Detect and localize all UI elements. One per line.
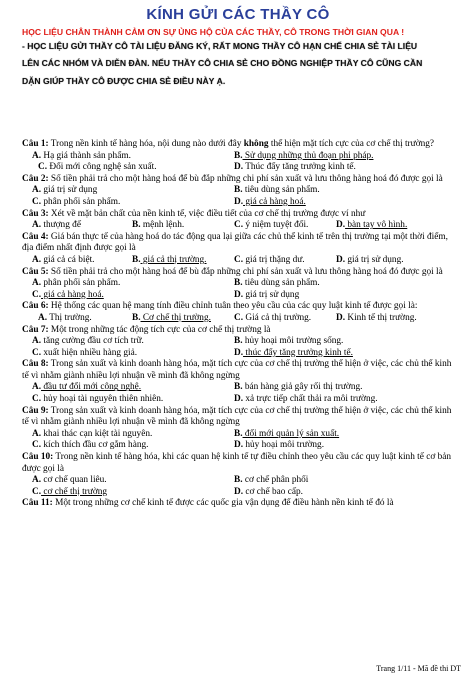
option-d[interactable]: D. hủy hoại môi trường. [234, 440, 325, 451]
option-a[interactable]: A. giá cả cá biệt. [32, 254, 95, 265]
option-d[interactable]: D. giá cả hàng hoá. [234, 196, 306, 207]
page-footer: Trang 1/11 - Mã đề thi DT [376, 664, 461, 673]
question-text-end: thể hiện mặt tích cực của cơ chế thị trường? [268, 139, 435, 149]
option-d[interactable]: D. thúc đẩy tăng trưởng kinh tế. [234, 347, 353, 358]
option-d[interactable]: D. cơ chế bao cấp. [234, 486, 303, 497]
question-number: Câu 5: [22, 266, 49, 277]
option-a[interactable]: A. tăng cường đầu cơ tích trữ. [32, 336, 144, 347]
option-d[interactable]: D. giá trị sử dụng. [336, 254, 404, 265]
question-10 [22, 452, 456, 475]
question-text: Một trong những tác động tích cực của cơ chế thị trường là [48, 324, 271, 335]
question-number: Câu 6: [22, 301, 49, 312]
option-c[interactable]: C. Đổi mới công nghệ sản xuất. [38, 162, 157, 173]
option-b[interactable]: B. đổi mới quản lý sản xuất. [234, 428, 340, 439]
option-b[interactable]: B. tiêu dùng sản phẩm. [234, 278, 320, 289]
question-11 [22, 498, 456, 510]
options-row [22, 475, 456, 487]
question-number: Câu 1: [22, 139, 49, 149]
question-4 [22, 232, 456, 255]
option-c[interactable]: C. kích thích đầu cơ gắm hàng. [32, 440, 149, 451]
option-a[interactable]: A. giá trị sử dụng [32, 185, 98, 196]
notice-header [22, 4, 454, 90]
options-row [22, 336, 456, 348]
notice-line-4: DẶN GIÚP THẦY CÔ ĐƯỢC CHIA SẺ ĐIỀU NÀY Ạ. [22, 75, 226, 86]
option-d[interactable]: D. bàn tay vô hình. [336, 220, 408, 231]
options-row [22, 220, 456, 232]
question-7 [22, 325, 456, 337]
option-d[interactable]: D. Thúc đẩy tăng trưởng kinh tế. [234, 162, 356, 173]
question-text: Giá bán thực tế của hàng hoá do tác động qua lại giữa các chủ thể kinh tế trên thị trường tại một thời điểm, địa điểm nhất định được gọi là [22, 231, 448, 254]
options-row [22, 290, 456, 302]
option-d[interactable]: D. xả trực tiếp chất thải ra môi trường. [234, 394, 378, 405]
notice-title: KÍNH GỬI CÁC THẦY CÔ [146, 6, 330, 23]
question-8 [22, 359, 456, 382]
option-a[interactable]: A. Thị trường. [38, 312, 92, 323]
question-text: Trong nền kinh tế hàng hóa, nội dung nào dưới đây [48, 139, 244, 149]
option-a[interactable]: A. đầu tư đổi mới công nghệ. [32, 382, 142, 393]
options-row [22, 382, 456, 394]
question-number: Câu 10: [22, 452, 54, 463]
question-text: Xét về mặt bản chất của nền kinh tế, việc điều tiết của cơ chế thị trường được ví như [48, 208, 366, 219]
option-c[interactable]: C. giá trị thặng dư. [234, 254, 305, 265]
option-c[interactable]: C. cơ chế thị trường [32, 486, 108, 497]
question-number: Câu 4: [22, 231, 49, 242]
option-d[interactable]: D. giá trị sử dụng [234, 289, 300, 300]
option-c[interactable]: C. Giá cả thị trường. [234, 312, 312, 323]
options-row [22, 185, 456, 197]
question-text: Trong nền kinh tế hàng hóa, khi các quan hệ kinh tế tự điều chỉnh theo yêu cầu các quy luật kinh tế cơ bản được gọi là [22, 452, 451, 474]
option-b[interactable]: B. tiêu dùng sản phẩm. [234, 185, 320, 196]
question-2 [22, 174, 456, 186]
options-row [22, 162, 456, 174]
option-b[interactable]: B. cơ chế phân phối [234, 475, 309, 486]
question-number: Câu 11: [22, 498, 53, 509]
question-number: Câu 9: [22, 405, 49, 416]
option-c[interactable]: C. ý niệm tuyệt đối. [234, 220, 309, 231]
notice-thanks-line: HỌC LIỆU CHÂN THÀNH CẢM ƠN SỰ ỦNG HỘ CỦA CÁC THẦY, CÔ TRONG THỜI GIAN QUA ! [22, 27, 405, 37]
option-a[interactable]: A. cơ chế quan liêu. [32, 475, 107, 486]
question-number: Câu 2: [22, 173, 49, 184]
option-b[interactable]: B. Sử dụng những thủ đoạn phi pháp. [234, 150, 374, 161]
question-text: Một trong những cơ chế kinh tế được các quốc gia vận dụng để điều hành nền kinh tế đó là [52, 498, 394, 509]
question-text: Hệ thống các quan hệ mang tính điều chỉnh tuân theo yêu cầu của các quy luật kinh tế được gọi là: [48, 301, 418, 312]
option-b[interactable]: B. bán hàng giả gây rối thị trường. [234, 382, 363, 393]
option-a[interactable]: A. khai thác cạn kiệt tài nguyên. [32, 428, 153, 439]
question-number: Câu 3: [22, 208, 49, 219]
option-b[interactable]: B. Cơ chế thị trường. [132, 312, 211, 323]
question-5 [22, 267, 456, 279]
question-text: Trong sản xuất và kinh doanh hàng hóa, mặt tích cực của cơ chế thị trường thể hiện ở việc, các chủ thể kinh tế vì nhằm giành nhiều lợi nhuận về mình đã không ngừng [22, 359, 452, 381]
question-list [22, 139, 456, 510]
options-row [22, 151, 456, 163]
option-b[interactable]: B. mệnh lệnh. [132, 220, 185, 231]
options-row [22, 440, 456, 452]
question-number: Câu 8: [22, 359, 49, 370]
option-c[interactable]: C. xuất hiện nhiều hàng giả. [32, 347, 138, 358]
notice-line-3: LÊN CÁC NHÓM VÀ DIỄN ĐÀN. NẾU THẦY CÔ CHIA SẺ CHO ĐỒNG NGHIỆP THẦY CÔ CŨNG CẦN [22, 58, 423, 69]
options-row [22, 487, 456, 499]
options-row [22, 255, 456, 267]
question-text: Số tiền phải trả cho một hàng hoá để bù đắp những chi phí sản xuất và lưu thông hàng hoá đó được gọi là [48, 173, 443, 184]
option-a[interactable]: A. phân phối sản phẩm. [32, 278, 121, 289]
question-text: Trong sản xuất và kinh doanh hàng hóa, mặt tích cực của cơ chế thị trường thể hiện ở việc, các chủ thể kinh tế vì nhằm giành nhiều lợi nhuận về mình đã không ngừng [22, 405, 452, 428]
question-number: Câu 7: [22, 324, 49, 335]
option-a[interactable]: A. Hạ giá thành sản phẩm. [32, 150, 131, 161]
option-c[interactable]: C. hủy hoại tài nguyên thiên nhiên. [32, 394, 164, 405]
options-row [22, 278, 456, 290]
question-text: Số tiền phải trả cho một hàng hoá để bù đắp những chi phí sản xuất và lưu thông hàng hoá đó được gọi là [48, 266, 443, 277]
option-d[interactable]: D. Kinh tế thị trường. [336, 312, 417, 323]
question-emphasis: không [243, 139, 269, 149]
option-a[interactable]: A. thượng đế [32, 220, 81, 231]
option-b[interactable]: B. giá cả thị trường. [132, 254, 207, 265]
notice-line-2: - HỌC LIỆU GỬI THẦY CÔ TÀI LIỆU ĐĂNG KÝ, RẤT MONG THẦY CÔ HẠN CHẾ CHIA SẺ TÀI LIỆU [22, 41, 418, 52]
question-1 [22, 139, 456, 151]
question-9 [22, 406, 456, 429]
options-row [22, 348, 456, 360]
option-c[interactable]: C. phân phối sản phẩm. [32, 196, 121, 207]
options-row [22, 197, 456, 209]
question-3 [22, 209, 456, 221]
option-b[interactable]: B. hủy hoại môi trường sống. [234, 336, 344, 347]
options-row [22, 429, 456, 441]
options-row [22, 313, 456, 325]
question-6 [22, 301, 456, 313]
option-c[interactable]: C. giá cả hàng hoá. [32, 289, 104, 300]
options-row [22, 394, 456, 406]
